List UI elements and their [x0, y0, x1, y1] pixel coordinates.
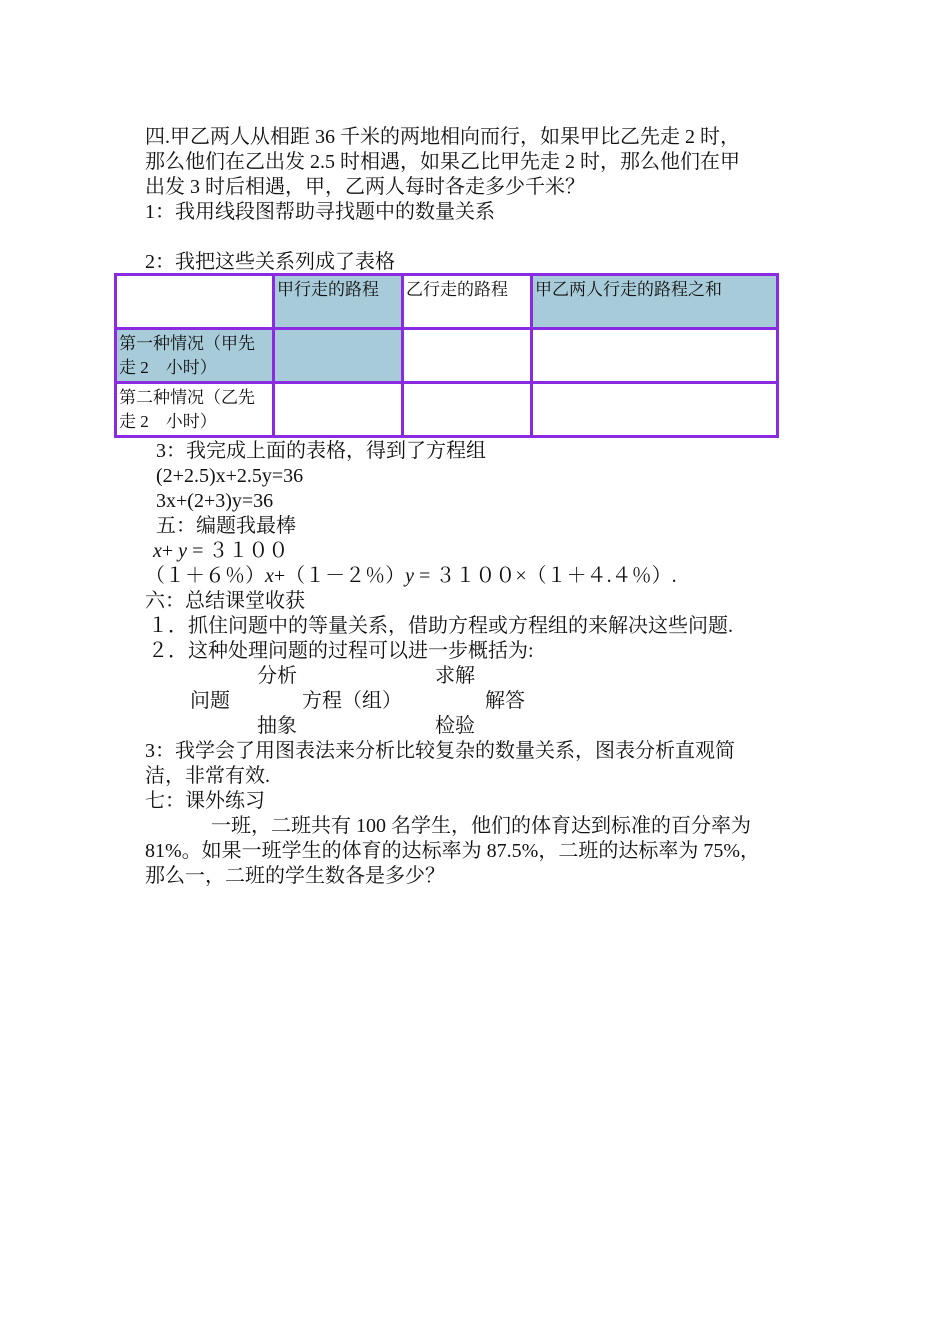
flow-node-answer: 解答 [485, 690, 525, 712]
flow-label-analyze: 分析 [257, 665, 297, 687]
var-y: y [405, 565, 415, 587]
table-corner-cell [116, 275, 274, 329]
table-cell [403, 329, 532, 383]
flow-node-equation: 方程（组） [302, 690, 402, 712]
equation-1: (2+2.5)x+2.5y=36 [156, 465, 304, 487]
section-5-equation-2 [145, 563, 677, 589]
flow-label-solve: 求解 [435, 665, 475, 687]
exercise-line-1: 一班，二班共有 100 名学生，他们的体育达到标准的百分率为 [211, 815, 751, 837]
step-2: 2：我把这些关系列成了表格 [145, 251, 395, 273]
table-row [116, 383, 778, 437]
problem-line-1: 四.甲乙两人从相距 36 千米的两地相向而行，如果甲比乙先走 2 时， [145, 126, 740, 148]
relation-table [114, 273, 779, 438]
problem-line-2: 那么他们在乙出发 2.5 时相遇，如果乙比甲先走 2 时，那么他们在甲 [145, 151, 740, 173]
var-x: x [265, 565, 274, 587]
step-3-title: 3：我完成上面的表格，得到了方程组 [156, 440, 486, 462]
row-label-case-1 [116, 329, 274, 383]
section-6-title: 六：总结课堂收获 [145, 590, 305, 612]
section-6-item-3-line-2: 洁，非常有效. [145, 765, 270, 787]
equation-2: 3x+(2+3)y=36 [156, 490, 274, 512]
row-label-line: 走 2 小时） [119, 412, 217, 431]
flow-node-problem: 问题 [190, 690, 230, 712]
flow-label-check: 检验 [435, 715, 475, 737]
header-jia-distance: 甲行走的路程 [274, 275, 403, 329]
var-y: y [178, 540, 188, 562]
table-cell [532, 329, 778, 383]
eq-part: = ３１００×（１＋４.４％）. [414, 565, 677, 587]
exercise-line-2: 81%。如果一班学生的体育的达标率为 87.5%，二班的达标率为 75%， [145, 840, 760, 862]
row-label-line: 走 2 小时） [119, 358, 217, 377]
problem-line-3: 出发 3 时后相遇，甲，乙两人每时各走多少千米？ [145, 176, 585, 198]
table-row [116, 329, 778, 383]
table-cell [274, 329, 403, 383]
row-label-line: 第二种情况（乙先 [119, 388, 255, 407]
eq-part: +（１－２％） [273, 565, 406, 587]
section-5-title: 五：编题我最棒 [156, 515, 296, 537]
step-1: 1：我用线段图帮助寻找题中的数量关系 [145, 201, 495, 223]
eq-part: + [161, 540, 179, 562]
header-yi-distance: 乙行走的路程 [403, 275, 532, 329]
section-7-title: 七：课外练习 [145, 790, 265, 812]
table-header-row [116, 275, 778, 329]
eq-part: = ３１００ [187, 540, 289, 562]
flow-label-abstract: 抽象 [257, 715, 297, 737]
table-cell [274, 383, 403, 437]
row-label-line: 第一种情况（甲先 [119, 334, 255, 353]
exercise-line-3: 那么一，二班的学生数各是多少？ [145, 865, 445, 887]
header-total-distance: 甲乙两人行走的路程之和 [532, 275, 778, 329]
eq-part: （１＋６％） [145, 565, 265, 587]
section-6-item-2: ２．这种处理问题的过程可以进一步概括为: [148, 640, 534, 662]
section-5-equation-1 [153, 538, 288, 564]
row-label-case-2 [116, 383, 274, 437]
section-6-item-3-line-1: 3：我学会了用图表法来分析比较复杂的数量关系，图表分析直观简 [145, 740, 735, 762]
table-cell [403, 383, 532, 437]
section-6-item-1: １．抓住问题中的等量关系，借助方程或方程组的来解决这些问题. [148, 615, 733, 637]
var-x: x [153, 540, 162, 562]
table-cell [532, 383, 778, 437]
